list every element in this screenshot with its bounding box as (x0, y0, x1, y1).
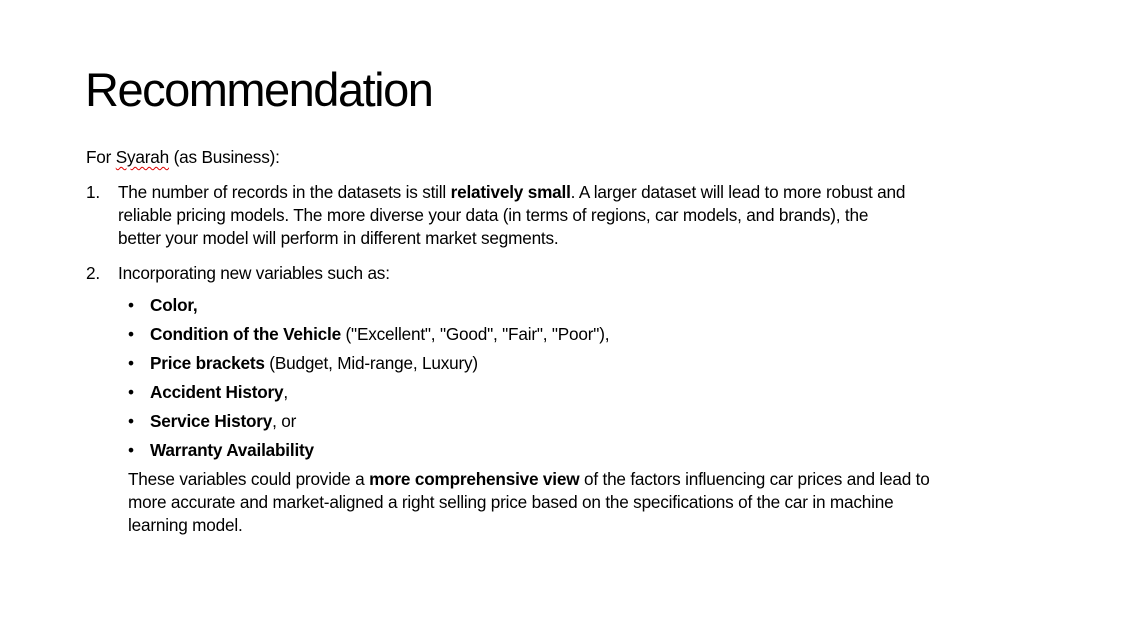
intro-prefix: For (86, 147, 116, 167)
text-line: Incorporating new variables such as: (118, 263, 390, 283)
bold-text: Service History (150, 411, 273, 431)
text-line (128, 468, 930, 491)
text: . A larger dataset will lead to more robust and (570, 182, 906, 202)
text: of the factors influencing car prices and lead to (579, 469, 930, 489)
bullet-icon: • (128, 324, 134, 344)
text: , or (272, 411, 297, 431)
item-number: 2. (86, 263, 100, 283)
bold-text: Condition of the Vehicle (150, 324, 341, 344)
text: ("Excellent", "Good", "Fair", "Poor"), (340, 324, 610, 344)
bold-text: Accident History (150, 382, 284, 402)
bullet-item (128, 291, 930, 320)
bullet-item (128, 320, 930, 349)
text: , (283, 382, 288, 402)
bullet-item (128, 378, 930, 407)
text-line (118, 181, 930, 204)
summary-paragraph (128, 468, 930, 537)
slide-body (86, 146, 930, 549)
bold-text: relatively small (450, 182, 571, 202)
bullet-icon: • (128, 440, 134, 460)
bullet-icon: • (128, 382, 134, 402)
bold-text: Price brackets (150, 353, 265, 373)
bullet-list (128, 291, 930, 465)
text-line: learning model. (128, 515, 243, 535)
company-name: Syarah (115, 147, 170, 167)
bullet-item (128, 349, 930, 378)
list-item-2 (86, 262, 930, 537)
bullet-icon: • (128, 353, 134, 373)
bullet-item (128, 436, 930, 465)
slide-title: Recommendation (85, 63, 433, 116)
text-line: better your model will perform in different market segments. (118, 228, 559, 248)
text-line: reliable pricing models. The more diverse your data (in terms of regions, car models, and brands), the (118, 205, 869, 225)
text: These variables could provide a (128, 469, 370, 489)
intro-suffix: (as Business): (169, 147, 280, 167)
bold-text: Warranty Availability (150, 440, 314, 460)
text: The number of records in the datasets is still (118, 182, 451, 202)
bullet-item (128, 407, 930, 436)
bold-text: Color, (150, 295, 198, 315)
bold-text: more comprehensive view (369, 469, 580, 489)
item-number: 1. (86, 182, 100, 202)
text-line: more accurate and market-aligned a right selling price based on the specifications of the car in machine (128, 492, 894, 512)
intro-line (86, 146, 930, 169)
bullet-icon: • (128, 295, 134, 315)
text: (Budget, Mid-range, Luxury) (264, 353, 478, 373)
bullet-icon: • (128, 411, 134, 431)
list-item-1 (86, 181, 930, 250)
